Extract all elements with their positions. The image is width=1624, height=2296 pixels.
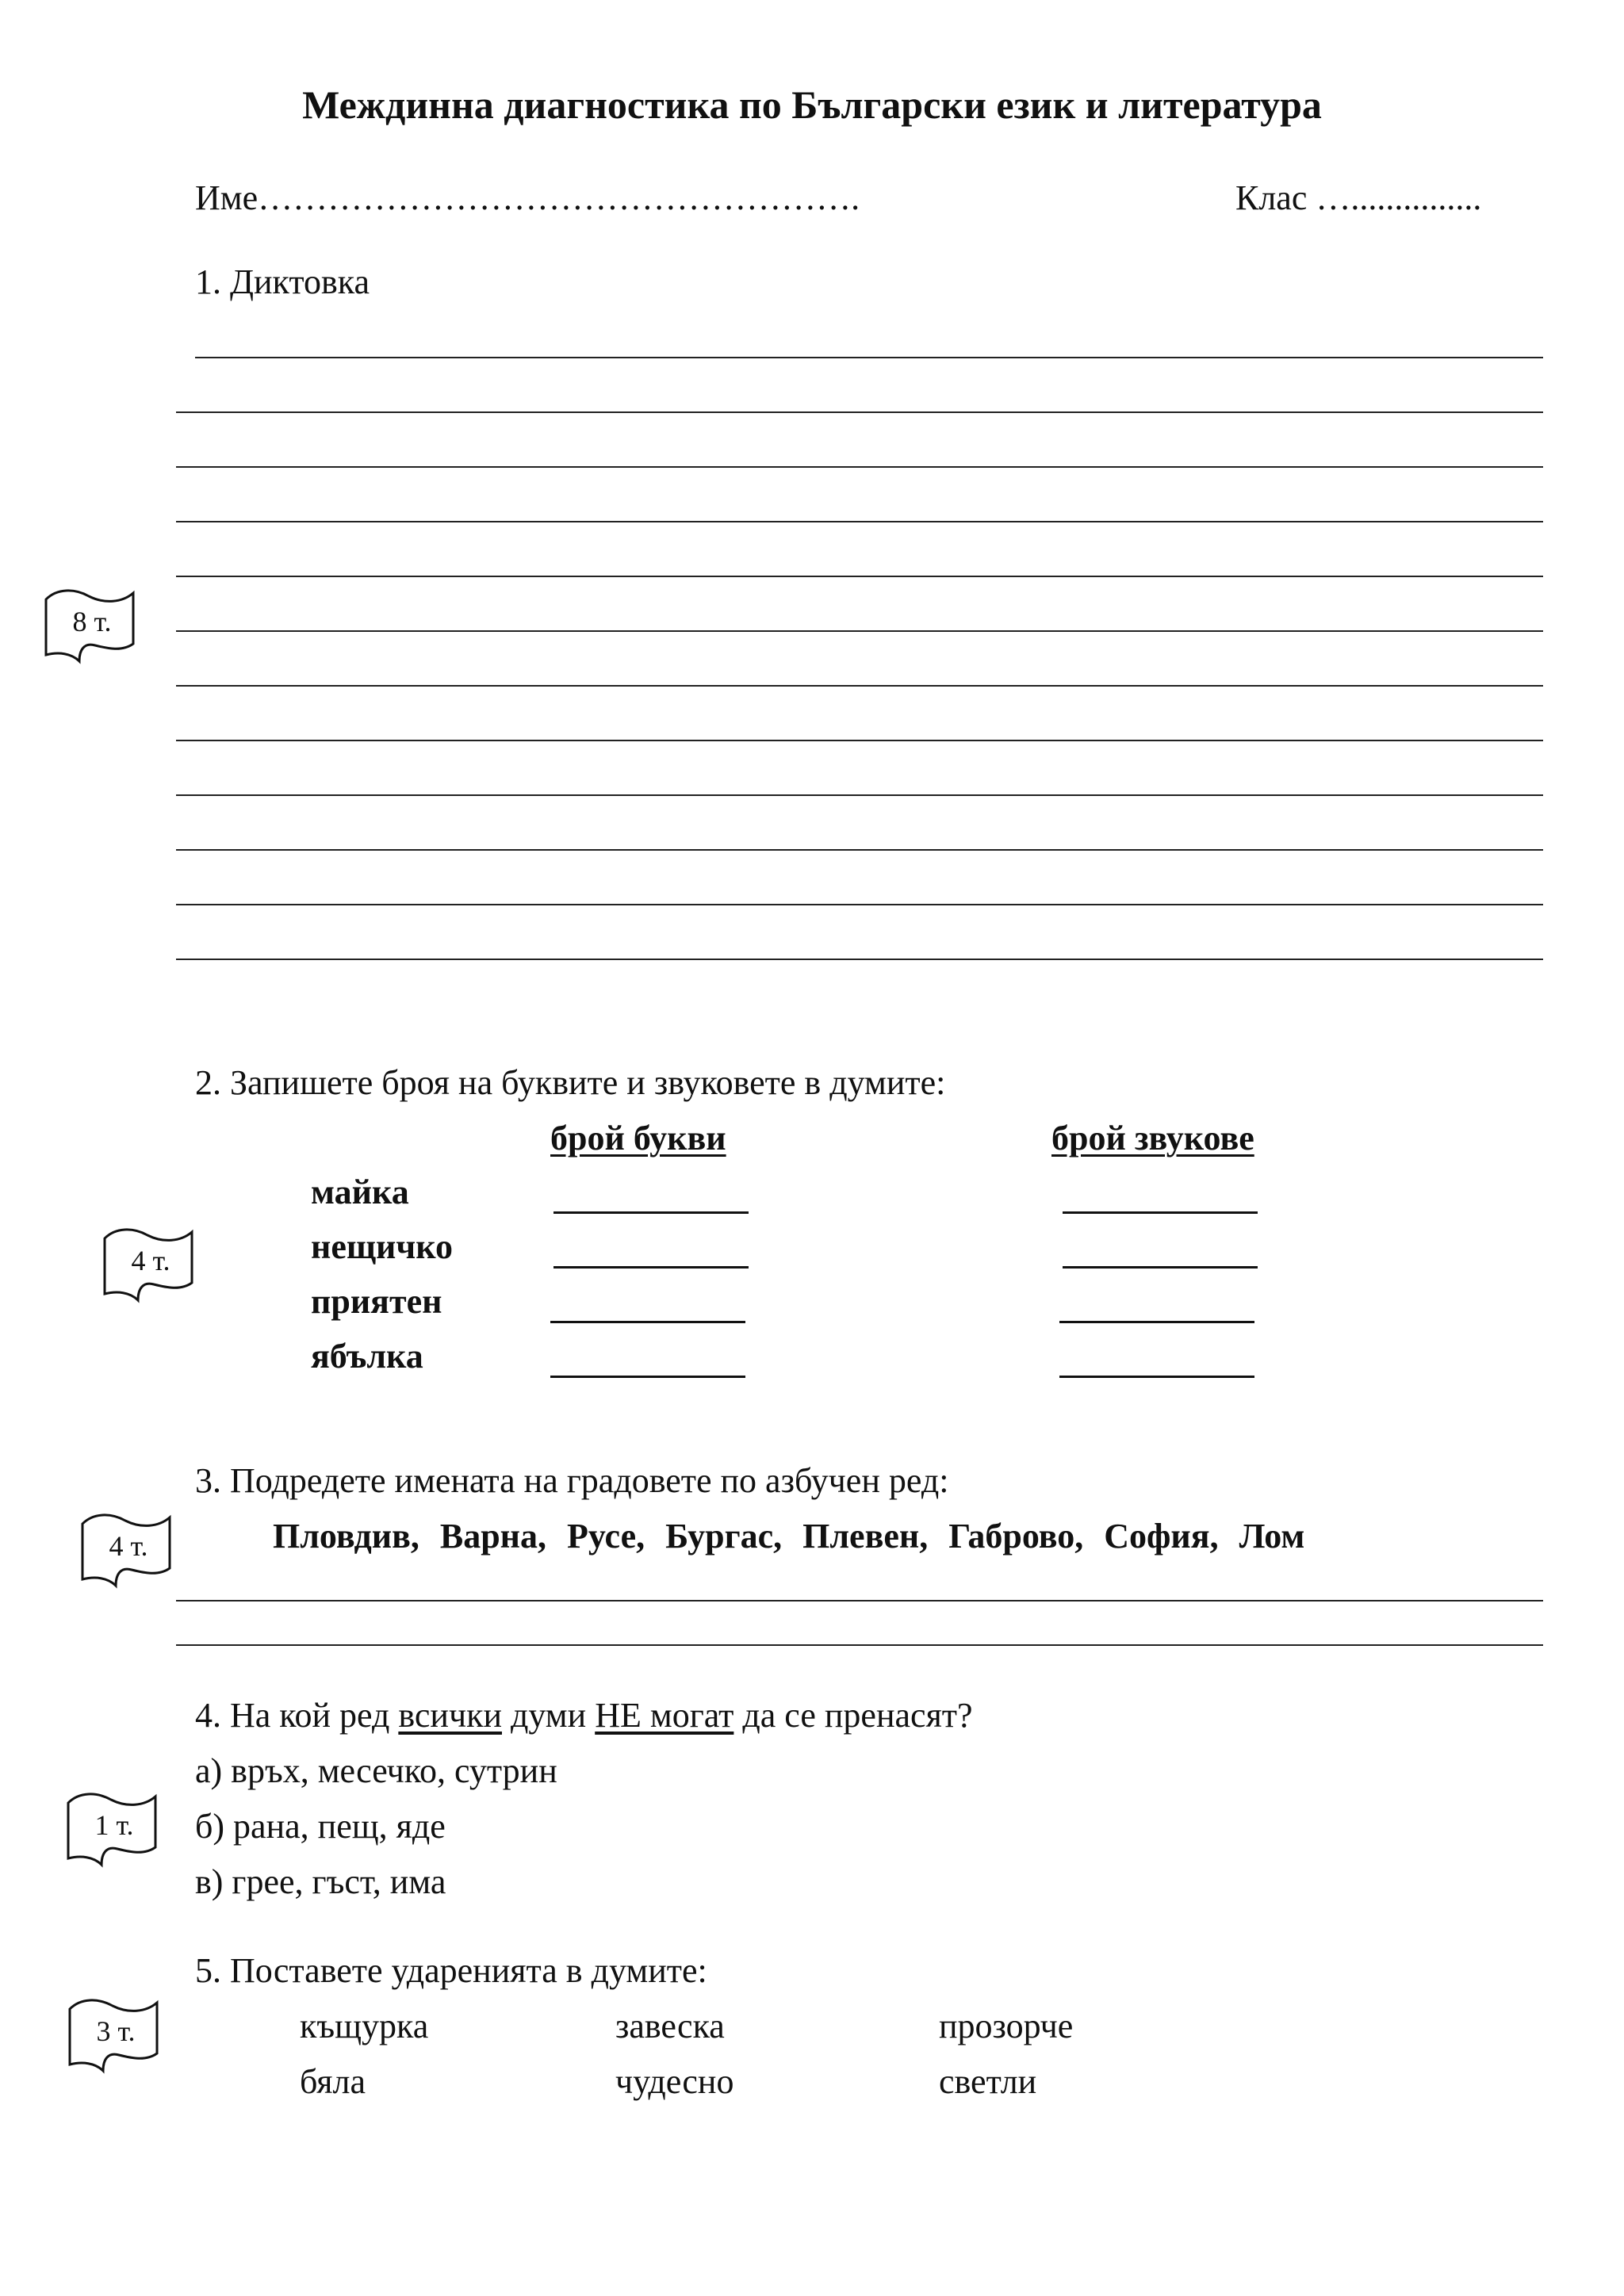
letters-count-blank[interactable] [550,1376,745,1378]
sounds-count-blank[interactable] [1063,1211,1258,1214]
task3-label: 3. Подредете имената на градовете по азбучен ред: [195,1461,949,1500]
task4-label-part: думи [502,1696,596,1735]
dictation-line[interactable] [176,685,1543,687]
dictation-line[interactable] [176,466,1543,468]
word-item: нещичко [311,1227,453,1266]
points-badge-text: 4 т. [109,1530,148,1562]
task4-emphasis-cannot: НЕ могат [595,1696,734,1735]
dictation-line[interactable] [176,740,1543,741]
sounds-count-blank[interactable] [1059,1376,1254,1378]
task5-label: 5. Поставете ударенията в думите: [195,1951,707,1990]
points-badge-task3 [79,1506,174,1594]
sounds-count-blank[interactable] [1059,1321,1254,1323]
stress-word[interactable]: завеска [615,2007,725,2045]
task4-label [195,1693,973,1738]
dictation-line[interactable] [176,959,1543,960]
name-field-label: Име……………………………………………. [195,178,860,217]
task4-label-part: да се пренасят? [733,1696,973,1735]
letters-count-blank[interactable] [550,1321,745,1323]
letters-count-blank[interactable] [553,1211,749,1214]
word-item: приятен [311,1282,442,1321]
answer-line[interactable] [176,1644,1543,1646]
letters-count-blank[interactable] [553,1266,749,1269]
stress-word[interactable]: бяла [300,2062,366,2101]
word-item: ябълка [311,1337,423,1376]
city-item: Пловдив, [273,1517,419,1556]
word-item: майка [311,1173,409,1211]
city-item: Бургас, [665,1517,783,1556]
stress-word[interactable]: чудесно [615,2062,734,2101]
dictation-line[interactable] [176,576,1543,577]
points-badge-text: 1 т. [94,1809,134,1841]
points-badge-text: 8 т. [72,606,112,637]
city-item: София, [1104,1517,1219,1556]
points-badge-text: 3 т. [96,2015,136,2047]
points-badge-task2 [102,1221,197,1308]
city-item: Русе, [567,1517,645,1556]
task4-option-c[interactable]: в) грее, гъст, има [195,1862,446,1901]
answer-line[interactable] [176,1600,1543,1601]
city-item: Лом [1239,1517,1305,1556]
dictation-line[interactable] [176,904,1543,905]
dictation-line[interactable] [176,630,1543,632]
dictation-line[interactable] [176,849,1543,851]
points-badge-task1 [43,582,138,669]
dictation-line[interactable] [176,411,1543,413]
page-title: Междинна диагностика по Български език и литература [302,82,1322,127]
sounds-count-blank[interactable] [1063,1266,1258,1269]
task4-option-a[interactable]: а) връх, месечко, сутрин [195,1751,557,1790]
task2-label: 2. Запишете броя на буквите и звуковете в думите: [195,1063,946,1102]
points-badge-task4 [65,1785,160,1873]
city-item: Габрово, [948,1517,1084,1556]
stress-word[interactable]: къщурка [300,2007,429,2045]
stress-word[interactable]: прозорче [939,2007,1074,2045]
task1-label: 1. Диктовка [195,262,370,301]
city-list [273,1514,1325,1559]
stress-word[interactable]: светли [939,2062,1037,2101]
city-item: Варна, [439,1517,547,1556]
dictation-line[interactable] [176,521,1543,522]
task4-option-b[interactable]: б) рана, пещ, яде [195,1807,446,1846]
column-header-letters: брой букви [550,1119,726,1158]
dictation-line[interactable] [195,357,1543,358]
task4-label-part: 4. На кой ред [195,1696,399,1735]
city-item: Плевен, [802,1517,929,1556]
class-field-label: Клас …............... [1235,178,1482,217]
task4-emphasis-all: всички [398,1696,502,1735]
dictation-line[interactable] [176,794,1543,796]
points-badge-task5 [67,1992,162,2079]
points-badge-text: 4 т. [131,1245,170,1276]
column-header-sounds: брой звукове [1051,1119,1254,1158]
